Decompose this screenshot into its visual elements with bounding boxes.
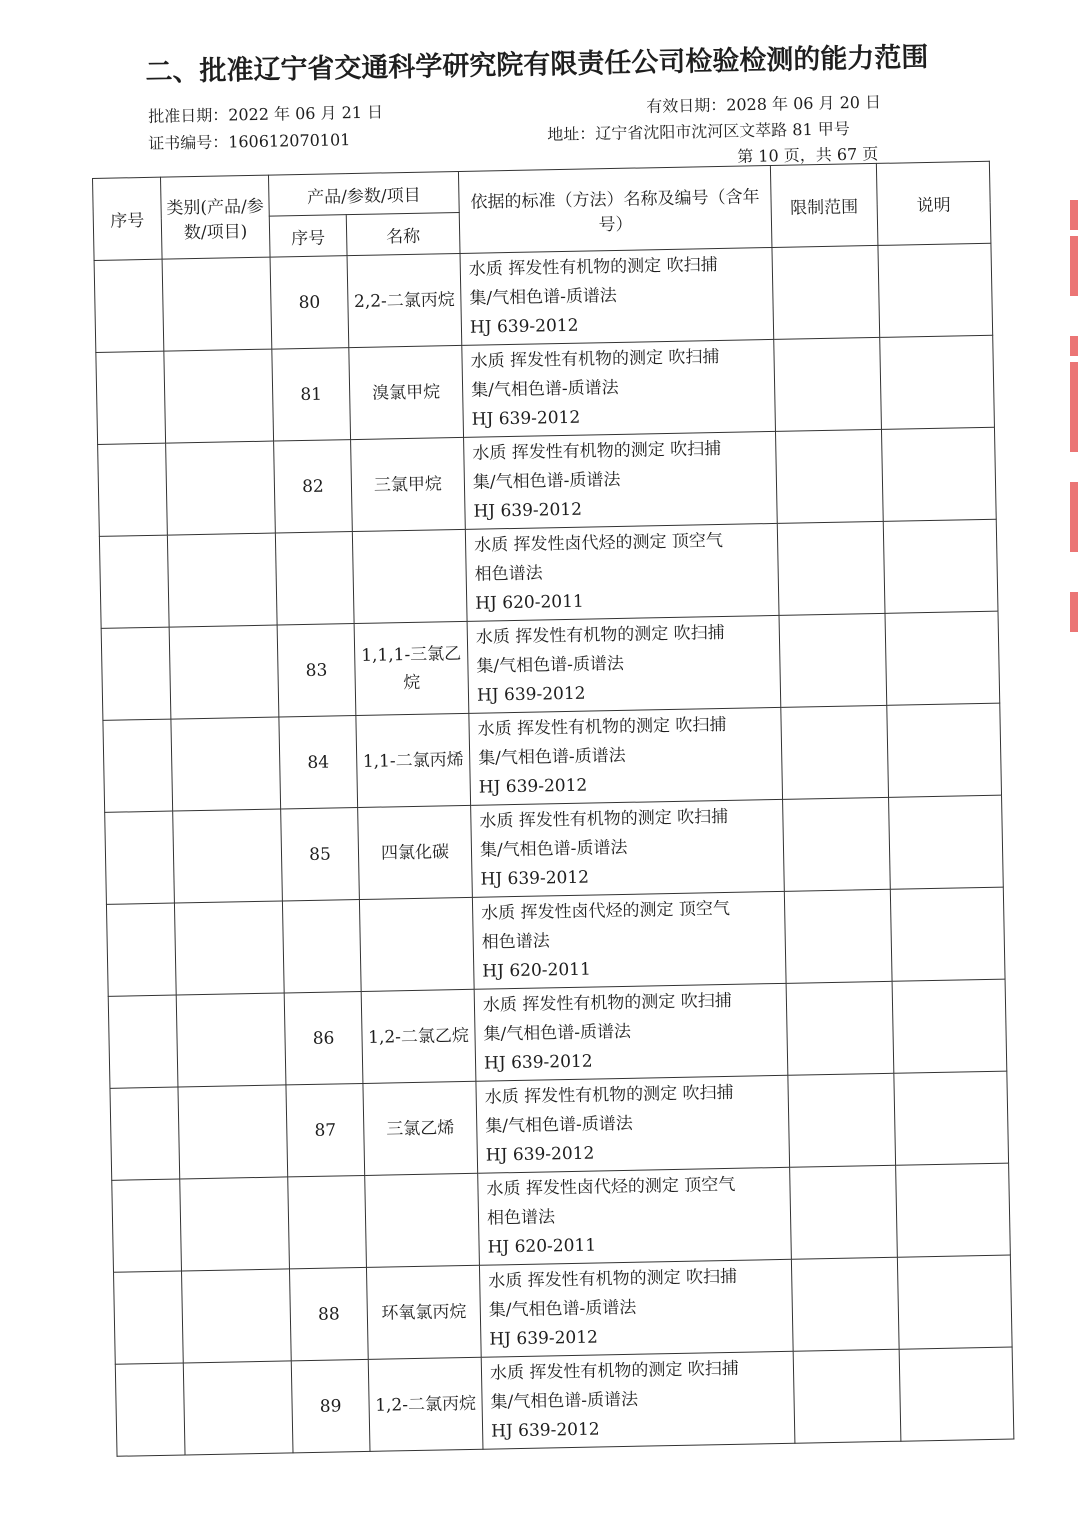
item-name: 环氧氯丙烷 (366, 1265, 481, 1359)
table-row (103, 703, 1002, 812)
item-name: 1,2-二氯乙烷 (361, 989, 476, 1083)
standard-cell (469, 707, 783, 805)
capability-table (92, 161, 1013, 1457)
header-note: 说明 (876, 161, 991, 245)
seq-cell (99, 535, 169, 628)
standard-line: 水质 挥发性卤代烃的测定 顶空气 (473, 530, 724, 556)
seq-cell (94, 259, 164, 352)
valid-date: 有效日期：2028 年 06 月 20 日 (646, 92, 882, 116)
standard-line: 相色谱法 (486, 1207, 556, 1229)
standard-cell (476, 1075, 790, 1173)
table-row (110, 1071, 1009, 1180)
table-row (99, 519, 998, 628)
standard-line: 水质 挥发性有机物的测定 吹扫捕 (475, 622, 725, 648)
note-cell (883, 519, 998, 613)
standard-line: 集/气相色谱-质谱法 (470, 377, 619, 401)
standard-line: HJ 639-2012 (469, 315, 579, 338)
item-number: 81 (272, 348, 351, 441)
item-name: 三氯乙烯 (363, 1081, 478, 1175)
note-cell (885, 611, 1000, 705)
item-number: 82 (274, 440, 353, 533)
standard-line: HJ 639-2012 (473, 499, 583, 522)
standard-line: HJ 620-2011 (482, 959, 591, 982)
category-cell (164, 349, 274, 443)
note-cell (892, 979, 1007, 1073)
limit-cell (786, 981, 894, 1075)
item-number (275, 532, 354, 625)
standard-line: HJ 639-2012 (480, 867, 590, 890)
standard-line: 水质 挥发性有机物的测定 吹扫捕 (468, 255, 718, 280)
standard-cell (481, 1351, 795, 1449)
seq-cell (98, 443, 168, 536)
limit-cell (779, 613, 887, 707)
item-name: 1,1,1-三氯乙烷 (354, 621, 469, 715)
header-category: 类别(产品/参数/项目) (160, 175, 270, 259)
header-item-name: 名称 (346, 212, 460, 255)
item-number: 88 (289, 1267, 368, 1360)
item-name: 2,2-二氯丙烷 (347, 253, 462, 347)
seq-cell (108, 995, 178, 1088)
standard-line: 集/气相色谱-质谱法 (490, 1389, 639, 1413)
table-row (112, 1163, 1011, 1272)
standard-line: 水质 挥发性有机物的测定 吹扫捕 (479, 806, 729, 832)
standard-cell (474, 983, 788, 1081)
limit-cell (783, 797, 891, 891)
table-row (105, 795, 1004, 904)
standard-line: 集/气相色谱-质谱法 (483, 1021, 632, 1045)
table-row (114, 1255, 1013, 1364)
standard-line: 水质 挥发性有机物的测定 吹扫捕 (488, 1266, 738, 1292)
standard-line: 水质 挥发性有机物的测定 吹扫捕 (472, 438, 722, 464)
note-cell (890, 887, 1005, 981)
seq-cell (96, 351, 166, 444)
item-number: 83 (277, 624, 356, 717)
category-cell (178, 1085, 288, 1179)
table-row (115, 1347, 1014, 1456)
note-cell (896, 1163, 1011, 1257)
item-number (288, 1175, 367, 1268)
item-name (359, 897, 474, 991)
category-cell (171, 717, 281, 811)
limit-cell (772, 245, 880, 339)
standard-cell (471, 799, 785, 897)
header-item-group: 产品/参数/项目 (268, 171, 459, 216)
standard-line: 水质 挥发性卤代烃的测定 顶空气 (486, 1174, 736, 1200)
standard-line: HJ 639-2012 (478, 775, 588, 798)
seq-cell (101, 627, 171, 720)
note-cell (887, 703, 1002, 797)
page-title: 二、批准辽宁省交通科学研究院有限责任公司检验检测的能力范围 (145, 41, 929, 88)
table-row (106, 887, 1005, 996)
table-row (101, 611, 1000, 720)
standard-cell (479, 1259, 793, 1357)
category-cell (169, 625, 279, 719)
header-seq: 序号 (93, 177, 163, 260)
item-name: 1,1-二氯丙烯 (356, 713, 471, 807)
header-limit: 限制范围 (770, 163, 878, 247)
category-cell (176, 993, 286, 1087)
limit-cell (791, 1257, 899, 1351)
item-name (365, 1173, 480, 1267)
item-name: 溴氯甲烷 (349, 345, 464, 439)
table-row (108, 979, 1007, 1088)
standard-line: HJ 639-2012 (471, 407, 581, 430)
standard-cell (460, 247, 774, 345)
standard-line: HJ 639-2012 (490, 1419, 600, 1442)
seq-cell (115, 1363, 185, 1456)
standard-line: HJ 620-2011 (475, 591, 584, 614)
category-cell (167, 533, 277, 627)
certificate-number: 证书编号：160612070101 (148, 130, 351, 153)
note-cell (899, 1347, 1014, 1441)
item-number: 86 (284, 991, 363, 1084)
standard-cell (464, 431, 778, 529)
limit-cell (775, 429, 883, 523)
item-name (352, 529, 467, 623)
limit-cell (777, 521, 885, 615)
standard-cell (465, 523, 779, 621)
item-name: 1,2-二氯丙烷 (368, 1357, 483, 1451)
standard-line: 相色谱法 (474, 563, 543, 585)
standard-line: 集/气相色谱-质谱法 (488, 1297, 637, 1321)
category-cell (180, 1177, 290, 1271)
item-number: 80 (270, 256, 349, 349)
item-number: 89 (291, 1359, 370, 1452)
note-cell (894, 1071, 1009, 1165)
header-standard: 依据的标准（方法）名称及编号（含年号） (458, 165, 772, 253)
header-item-seq: 序号 (269, 215, 347, 257)
table-row (96, 335, 995, 444)
standard-line: 水质 挥发性有机物的测定 吹扫捕 (470, 346, 720, 372)
limit-cell (788, 1073, 896, 1167)
note-cell (880, 335, 995, 429)
item-number: 84 (279, 716, 358, 809)
limit-cell (781, 705, 889, 799)
item-number: 87 (286, 1083, 365, 1176)
address: 地址：辽宁省沈阳市沈河区文萃路 81 甲号 (547, 119, 850, 144)
standard-line: 集/气相色谱-质谱法 (478, 745, 626, 769)
category-cell (162, 257, 272, 351)
limit-cell (774, 337, 882, 431)
category-cell (183, 1361, 293, 1455)
seq-cell (103, 719, 173, 812)
standard-line: HJ 639-2012 (476, 683, 586, 706)
standard-line: 集/气相色谱-质谱法 (472, 469, 621, 493)
item-name: 三氯甲烷 (351, 437, 466, 531)
standard-line: 水质 挥发性有机物的测定 吹扫捕 (477, 714, 727, 740)
approval-date: 批准日期：2022 年 06 月 21 日 (148, 102, 384, 126)
item-number (282, 899, 361, 992)
standard-cell (472, 891, 786, 989)
standard-line: 水质 挥发性有机物的测定 吹扫捕 (484, 1082, 734, 1108)
item-name: 四氯化碳 (358, 805, 473, 899)
standard-line: HJ 639-2012 (485, 1143, 595, 1166)
category-cell (181, 1269, 291, 1363)
seq-cell (110, 1087, 180, 1180)
standard-line: 集/气相色谱-质谱法 (469, 285, 618, 309)
category-cell (166, 441, 276, 535)
category-cell (173, 809, 283, 903)
note-cell (878, 243, 993, 337)
seq-cell (114, 1271, 184, 1364)
standard-line: 集/气相色谱-质谱法 (479, 837, 628, 861)
note-cell (881, 427, 996, 521)
seq-cell (112, 1179, 182, 1272)
note-cell (889, 795, 1004, 889)
seq-cell (105, 811, 175, 904)
standard-line: 水质 挥发性卤代烃的测定 顶空气 (481, 898, 731, 924)
standard-line: 相色谱法 (481, 931, 550, 953)
standard-cell (467, 615, 781, 713)
limit-cell (790, 1165, 898, 1259)
standard-line: HJ 639-2012 (483, 1051, 593, 1074)
table-row (98, 427, 997, 536)
limit-cell (784, 889, 892, 983)
standard-line: 集/气相色谱-质谱法 (476, 653, 625, 677)
standard-cell (478, 1167, 792, 1265)
red-seal-edge (1066, 200, 1080, 690)
standard-line: 水质 挥发性有机物的测定 吹扫捕 (489, 1358, 739, 1384)
limit-cell (793, 1349, 901, 1443)
category-cell (174, 901, 284, 995)
standard-line: HJ 639-2012 (489, 1327, 599, 1350)
item-number: 85 (281, 808, 360, 901)
standard-line: HJ 620-2011 (487, 1235, 597, 1258)
table-row (94, 243, 993, 352)
note-cell (897, 1255, 1012, 1349)
seq-cell (106, 903, 176, 996)
standard-line: 水质 挥发性有机物的测定 吹扫捕 (482, 990, 732, 1016)
page-number: 第 10 页，共 67 页 (737, 144, 879, 166)
standard-cell (462, 339, 776, 437)
standard-line: 集/气相色谱-质谱法 (485, 1113, 633, 1137)
